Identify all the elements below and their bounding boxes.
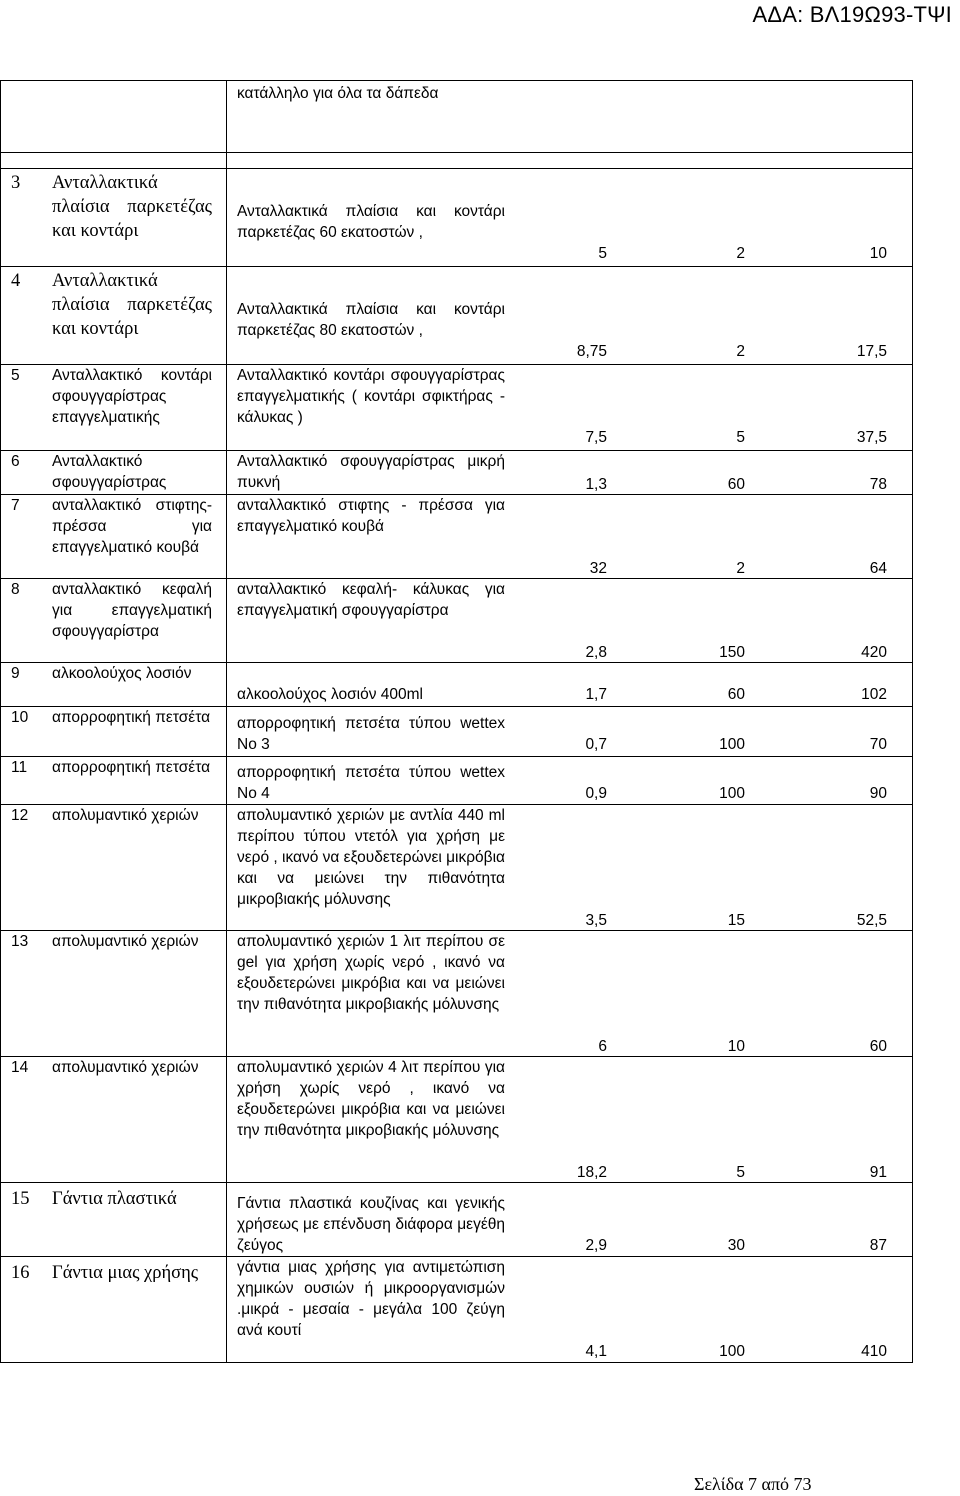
quantity: 60 xyxy=(727,686,745,703)
item-name: Ανταλλακτικό κοντάρι σφουγγαρίστρας επαγγελματικής xyxy=(52,367,212,426)
desc-cell xyxy=(227,931,913,1057)
item-name: αλκοολούχος λοσιόν xyxy=(52,665,192,682)
item-number: 14 xyxy=(11,1059,29,1076)
table-row xyxy=(1,495,913,579)
unit-price: 0,9 xyxy=(585,785,607,802)
unit-price: 2,8 xyxy=(585,644,607,661)
item-cell xyxy=(1,579,227,663)
item-number: 10 xyxy=(11,709,29,726)
desc-cell xyxy=(227,169,913,267)
table-row xyxy=(1,169,913,267)
table-row xyxy=(1,579,913,663)
unit-price: 5 xyxy=(598,245,607,262)
total: 60 xyxy=(869,1038,887,1055)
item-cell xyxy=(1,365,227,451)
total: 410 xyxy=(861,1343,887,1360)
quantity: 150 xyxy=(719,644,745,661)
item-desc: απορροφητική πετσέτα τύπου wettex No 3 xyxy=(237,715,505,753)
item-desc: Ανταλλακτικό σφουγγαρίστρας μικρή πυκνή xyxy=(237,453,505,491)
spacer-cell xyxy=(1,153,227,169)
desc-cell xyxy=(227,805,913,931)
top-row-text: κατάλληλο για όλα τα δάπεδα xyxy=(237,85,439,102)
quantity: 10 xyxy=(727,1038,745,1055)
ada-header: ΑΔΑ: ΒΛ19Ω93-ΤΨΙ xyxy=(752,2,952,27)
total: 78 xyxy=(869,476,887,493)
item-name: απολυμαντικό χεριών xyxy=(52,1059,199,1076)
item-name: απολυμαντικό χεριών xyxy=(52,933,199,950)
unit-price: 1,7 xyxy=(585,686,607,703)
item-number: 12 xyxy=(11,807,29,824)
total: 90 xyxy=(869,785,887,802)
empty-cell xyxy=(1,81,227,153)
item-cell xyxy=(1,1057,227,1183)
item-name: Ανταλλακτικά πλαίσια παρκετέζας και κοντάρι xyxy=(52,271,212,339)
table-row xyxy=(1,931,913,1057)
unit-price: 18,2 xyxy=(576,1164,607,1181)
item-desc: απολυμαντικό χεριών 1 λιτ περίπου σε gel για χρήση χωρίς νερό , ικανό να εξουδετερώνει μικρόβια και να μειώνει την πιθανότητα μικροβιακής μόλυνσης xyxy=(237,933,505,1013)
item-number: 9 xyxy=(11,665,20,682)
page-footer: Σελίδα 7 από 73 xyxy=(694,1474,812,1494)
total: 102 xyxy=(861,686,887,703)
item-desc: Ανταλλακτικά πλαίσια και κοντάρι παρκετέζας 60 εκατοστών , xyxy=(237,203,505,241)
table-row xyxy=(1,365,913,451)
desc-cell xyxy=(227,1183,913,1257)
item-number: 11 xyxy=(11,759,28,776)
desc-cell xyxy=(227,707,913,757)
desc-cell xyxy=(227,267,913,365)
item-number: 3 xyxy=(11,173,21,193)
quantity: 100 xyxy=(719,785,745,802)
item-name: ανταλλακτικό στιφτης- πρέσσα για επαγγελματικό κουβά xyxy=(52,497,212,556)
quantity: 2 xyxy=(736,343,745,360)
item-desc: Γάντια πλαστικά κουζίνας και γενικής χρήσεως με επένδυση διάφορα μεγέθη ζεύγος xyxy=(237,1195,505,1254)
item-cell xyxy=(1,805,227,931)
quantity: 100 xyxy=(719,1343,745,1360)
item-cell xyxy=(1,1183,227,1257)
item-cell xyxy=(1,1257,227,1363)
item-name: Ανταλλακτικό σφουγγαρίστρας xyxy=(52,453,167,491)
table-row xyxy=(1,451,913,495)
table-row xyxy=(1,663,913,707)
unit-price: 0,7 xyxy=(585,736,607,753)
item-name: Ανταλλακτικά πλαίσια παρκετέζας και κοντάρι xyxy=(52,173,212,241)
item-number: 16 xyxy=(11,1263,30,1283)
item-cell xyxy=(1,267,227,365)
item-desc: Ανταλλακτικά πλαίσια και κοντάρι παρκετέζας 80 εκατοστών , xyxy=(237,301,505,339)
item-cell xyxy=(1,451,227,495)
spacer-row xyxy=(1,153,913,169)
item-name: απορροφητική πετσέτα xyxy=(52,709,211,726)
item-desc: Ανταλλακτικό κοντάρι σφουγγαρίστρας επαγγελματικής ( κοντάρι σφικτήρας - κάλυκας ) xyxy=(237,367,505,426)
quantity: 5 xyxy=(736,429,745,446)
unit-price: 3,5 xyxy=(585,912,607,929)
item-desc: απολυμαντικό χεριών με αντλία 440 ml περίπου τύπου ντετόλ για χρήση με νερό , ικανό να εξουδετερώνει μικρόβια και να μειώνει την πιθανότητα μικροβιακής μόλυνσης xyxy=(237,807,505,908)
item-name: απολυμαντικό χεριών xyxy=(52,807,199,824)
item-desc: απορροφητική πετσέτα τύπου wettex No 4 xyxy=(237,764,505,802)
desc-cell xyxy=(227,495,913,579)
desc-cell xyxy=(227,451,913,495)
total: 87 xyxy=(869,1237,887,1254)
item-desc: ανταλλακτικό στιφτης - πρέσσα για επαγγελματικό κουβά xyxy=(237,497,505,535)
item-cell xyxy=(1,169,227,267)
item-number: 15 xyxy=(11,1189,30,1209)
total: 52,5 xyxy=(856,912,887,929)
total: 420 xyxy=(861,644,887,661)
unit-price: 7,5 xyxy=(585,429,607,446)
total: 10 xyxy=(869,245,887,262)
quantity: 30 xyxy=(727,1237,745,1254)
unit-price: 4,1 xyxy=(585,1343,607,1360)
quantity: 2 xyxy=(736,245,745,262)
unit-price: 6 xyxy=(598,1038,607,1055)
quantity: 2 xyxy=(736,560,745,577)
desc-cell xyxy=(227,1057,913,1183)
total: 37,5 xyxy=(856,429,887,446)
unit-price: 1,3 xyxy=(585,476,607,493)
table-row xyxy=(1,1057,913,1183)
item-name: Γάντια μιας χρήσης xyxy=(52,1263,199,1283)
item-cell xyxy=(1,757,227,805)
table-row xyxy=(1,1183,913,1257)
quantity: 100 xyxy=(719,736,745,753)
desc-cell xyxy=(227,663,913,707)
desc-cell xyxy=(227,1257,913,1363)
item-number: 7 xyxy=(11,497,20,514)
total: 70 xyxy=(869,736,887,753)
items-table xyxy=(0,80,913,1363)
table-row xyxy=(1,1257,913,1363)
table-row xyxy=(1,267,913,365)
quantity: 15 xyxy=(727,912,745,929)
quantity: 60 xyxy=(727,476,745,493)
desc-cell xyxy=(227,757,913,805)
desc-cell xyxy=(227,579,913,663)
item-number: 4 xyxy=(11,271,21,291)
table-row xyxy=(1,81,913,153)
quantity: 5 xyxy=(736,1164,745,1181)
spacer-cell xyxy=(227,153,913,169)
item-name: Γάντια πλαστικά xyxy=(52,1189,177,1209)
item-name: απορροφητική πετσέτα xyxy=(52,759,211,776)
desc-cell xyxy=(227,365,913,451)
item-cell xyxy=(1,707,227,757)
item-cell xyxy=(1,663,227,707)
total: 64 xyxy=(869,560,887,577)
item-number: 5 xyxy=(11,367,20,384)
top-row-cell xyxy=(227,81,913,153)
item-number: 6 xyxy=(11,453,20,470)
item-cell xyxy=(1,495,227,579)
table-row xyxy=(1,805,913,931)
unit-price: 8,75 xyxy=(576,343,607,360)
item-name: ανταλλακτικό κεφαλή για επαγγελματική σφουγγαρίστρα xyxy=(52,581,212,640)
table-row xyxy=(1,707,913,757)
item-cell xyxy=(1,931,227,1057)
item-number: 13 xyxy=(11,933,29,950)
total: 17,5 xyxy=(856,343,887,360)
total: 91 xyxy=(869,1164,887,1181)
table-row xyxy=(1,757,913,805)
item-desc: ανταλλακτικό κεφαλή- κάλυκας για επαγγελματική σφουγγαρίστρα xyxy=(237,581,505,619)
item-number: 8 xyxy=(11,581,20,598)
unit-price: 32 xyxy=(589,560,607,577)
unit-price: 2,9 xyxy=(585,1237,607,1254)
item-desc: γάντια μιας χρήσης για αντιμετώπιση χημικών ουσιών ή μικροοργανισμών .μικρά - μεσαία - μεγάλα 100 ζεύγη ανά κουτί xyxy=(237,1259,505,1339)
item-desc: απολυμαντικό χεριών 4 λιτ περίπου για χρήση χωρίς νερό , ικανό να εξουδετερώνει μικρόβια και να μειώνει την πιθανότητα μικροβιακής μόλυνσης xyxy=(237,1059,505,1139)
item-desc: αλκοολούχος λοσιόν 400ml xyxy=(237,686,423,703)
